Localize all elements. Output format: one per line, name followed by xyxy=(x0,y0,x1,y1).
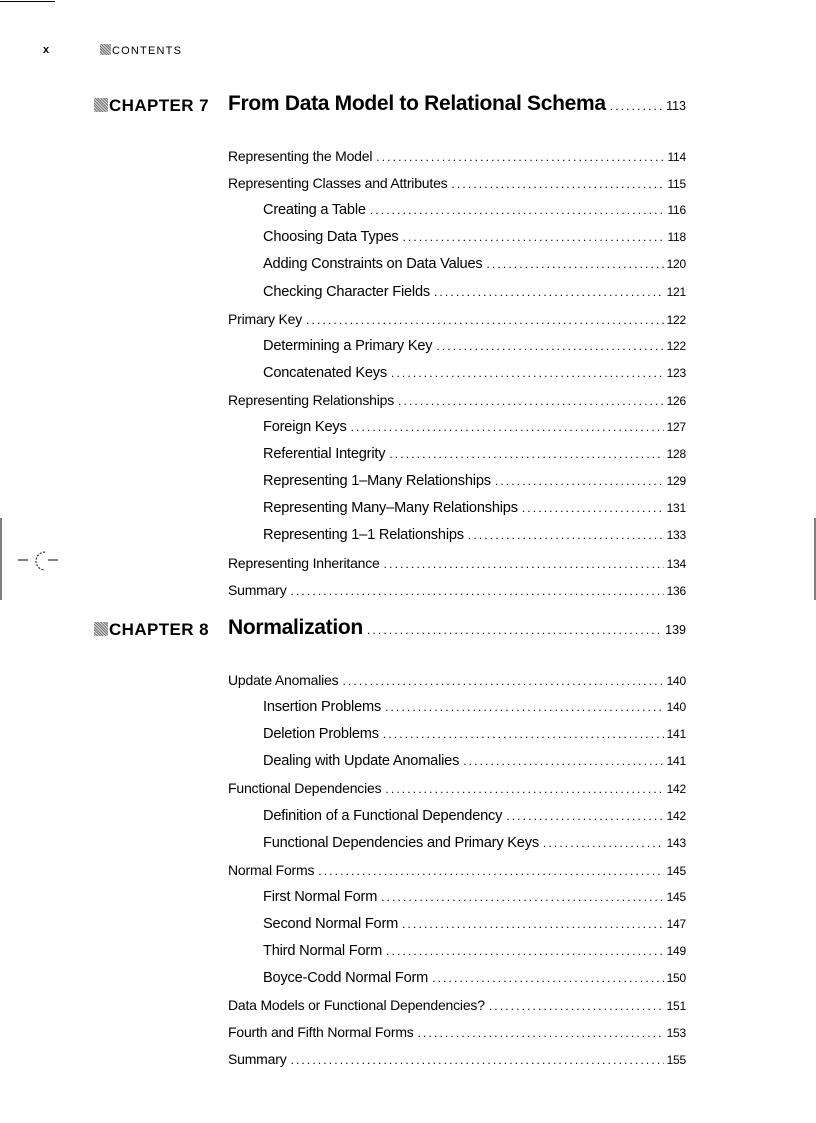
toc-entry-title: First Normal Form xyxy=(263,888,378,905)
toc-entry[interactable] xyxy=(228,555,686,571)
dot-leader xyxy=(347,420,664,434)
toc-entry-title: Referential Integrity xyxy=(263,446,386,463)
page-number: 140 xyxy=(666,674,686,688)
chapter-title-row[interactable] xyxy=(228,616,686,640)
dot-leader xyxy=(430,285,664,299)
toc-entry[interactable] xyxy=(228,672,686,688)
page-number: 116 xyxy=(667,203,686,218)
square-bullet-icon xyxy=(94,622,108,636)
dot-leader xyxy=(464,528,664,542)
crop-mark-right xyxy=(812,518,816,600)
toc-entry[interactable] xyxy=(228,780,686,796)
page-number: 122 xyxy=(666,338,686,353)
chapter-title: From Data Model to Relational Schema xyxy=(228,92,606,115)
page-number: 131 xyxy=(666,501,686,516)
dot-leader xyxy=(491,474,664,488)
toc-entry-title: Definition of a Functional Dependency xyxy=(263,807,503,824)
toc-entry[interactable] xyxy=(228,175,686,191)
toc-entry[interactable] xyxy=(228,311,686,327)
toc-entry-title: Concatenated Keys xyxy=(263,364,387,381)
dot-leader xyxy=(302,313,664,327)
toc-entry-title: Functional Dependencies xyxy=(228,780,382,797)
dot-leader xyxy=(287,1053,664,1067)
page-number: 145 xyxy=(666,863,686,878)
chapter-title-row[interactable] xyxy=(228,92,686,116)
page-number: 127 xyxy=(666,420,686,434)
toc-entry[interactable] xyxy=(263,446,686,462)
dot-leader xyxy=(394,394,664,408)
toc-entry-title: Representing Many–Many Relationships xyxy=(263,500,518,517)
toc-entry[interactable] xyxy=(263,256,686,272)
toc-entry-title: Dealing with Update Anomalies xyxy=(263,753,460,770)
crop-mark-left xyxy=(0,518,62,600)
page-number: 139 xyxy=(665,623,686,637)
toc-entry[interactable] xyxy=(263,753,686,769)
toc-entry[interactable] xyxy=(263,500,686,516)
dot-leader xyxy=(518,501,664,515)
dot-leader xyxy=(379,727,664,741)
toc-entry[interactable] xyxy=(228,862,686,878)
page-number: 118 xyxy=(667,230,686,245)
page-number: 147 xyxy=(666,916,686,931)
toc-entry[interactable] xyxy=(228,997,686,1013)
dot-leader xyxy=(381,700,664,714)
chapter-label-text: CHAPTER 7 xyxy=(109,96,209,115)
toc-entry-title: Summary xyxy=(228,581,287,598)
toc-entry-title: Checking Character Fields xyxy=(263,283,430,300)
toc-entry[interactable] xyxy=(228,1051,686,1067)
page-number: 145 xyxy=(666,889,686,904)
page-number: 142 xyxy=(666,808,686,823)
toc-entry-title: Foreign Keys xyxy=(263,419,347,435)
dot-leader xyxy=(459,754,663,768)
dot-leader xyxy=(287,584,664,598)
toc-entry-title: Data Models or Functional Dependencies? xyxy=(228,997,485,1014)
page-number: 155 xyxy=(666,1053,686,1068)
toc-entry[interactable] xyxy=(263,808,686,824)
dot-leader xyxy=(387,366,664,380)
folio: x xyxy=(43,44,50,56)
chapter-label xyxy=(94,96,209,116)
toc-entry-title: Choosing Data Types xyxy=(263,229,399,246)
page-number: 151 xyxy=(666,999,686,1014)
toc-entry[interactable] xyxy=(263,284,686,300)
dot-leader xyxy=(606,99,663,113)
dot-leader xyxy=(398,230,664,244)
dot-leader xyxy=(428,971,663,985)
toc-entry-title: Insertion Problems xyxy=(263,699,382,716)
toc-entry-title: Representing Inheritance xyxy=(228,554,380,571)
page-number: 141 xyxy=(666,727,686,742)
toc-entry-title: Third Normal Form xyxy=(263,943,383,959)
chapter-title: Normalization xyxy=(228,616,363,639)
toc-entry-title: Fourth and Fifth Normal Forms xyxy=(228,1024,414,1041)
square-bullet-icon xyxy=(94,98,108,112)
toc-entry-title: Update Anomalies xyxy=(228,672,339,688)
top-rule xyxy=(0,1,55,2)
toc-entry[interactable] xyxy=(263,889,686,905)
page-number: 140 xyxy=(666,700,686,715)
dot-leader xyxy=(380,557,664,571)
toc-entry-title: Representing the Model xyxy=(228,148,373,164)
toc-entry-title: Functional Dependencies and Primary Keys xyxy=(263,834,539,851)
dot-leader xyxy=(432,339,663,353)
dot-leader xyxy=(482,257,663,271)
page-number: 134 xyxy=(666,556,686,571)
toc-entry-title: Representing 1–Many Relationships xyxy=(263,473,491,490)
page-number: 126 xyxy=(666,393,686,408)
toc-entry[interactable] xyxy=(263,338,686,354)
dot-leader xyxy=(366,203,665,217)
dot-leader xyxy=(338,674,663,688)
running-head-text: CONTENTS xyxy=(112,45,183,57)
toc-entry-title: Representing 1–1 Relationships xyxy=(263,527,464,544)
toc-entry-title: Creating a Table xyxy=(263,202,366,219)
dot-leader xyxy=(539,836,664,850)
page-number: 133 xyxy=(666,528,686,543)
toc-entry-title: Representing Relationships xyxy=(228,391,395,408)
toc-entry[interactable] xyxy=(263,419,686,435)
toc-entry[interactable] xyxy=(263,365,686,381)
dot-leader xyxy=(398,917,663,931)
page-number: 115 xyxy=(667,177,686,192)
dot-leader xyxy=(447,177,664,191)
dot-leader xyxy=(502,809,663,823)
dot-leader xyxy=(372,150,664,164)
page-number: 153 xyxy=(666,1026,686,1041)
page-number: 143 xyxy=(666,835,686,850)
chapter-label xyxy=(94,620,209,640)
toc-entry[interactable] xyxy=(228,392,686,408)
dot-leader xyxy=(363,623,662,637)
toc-entry[interactable] xyxy=(263,473,686,489)
toc-entry-title: Determining a Primary Key xyxy=(263,337,433,354)
page-number: 136 xyxy=(666,583,686,598)
page-number: 141 xyxy=(666,754,686,769)
page-number: 123 xyxy=(666,365,686,380)
dot-leader xyxy=(377,890,663,904)
toc-entry[interactable] xyxy=(263,970,686,986)
dot-leader xyxy=(381,782,663,796)
toc-entry[interactable] xyxy=(263,699,686,715)
toc-entry[interactable] xyxy=(263,835,686,851)
dot-leader xyxy=(385,447,663,461)
toc-entry[interactable] xyxy=(263,726,686,742)
page-number: 129 xyxy=(666,474,686,489)
toc-entry-title: Second Normal Form xyxy=(263,915,399,932)
toc-entry[interactable] xyxy=(228,148,686,164)
toc-entry-title: Normal Forms xyxy=(228,861,315,878)
toc-entry[interactable] xyxy=(263,943,686,959)
chapter-label-text: CHAPTER 8 xyxy=(109,620,209,639)
running-head xyxy=(100,44,182,57)
page-number: 114 xyxy=(667,150,686,164)
page-number: 142 xyxy=(666,782,686,797)
dot-leader xyxy=(414,1026,664,1040)
page-number: 113 xyxy=(666,99,686,113)
toc-entry-title: Boyce-Codd Normal Form xyxy=(263,970,429,987)
toc-entry[interactable] xyxy=(263,229,686,245)
toc-entry-title: Adding Constraints on Data Values xyxy=(263,256,483,273)
toc-entry[interactable] xyxy=(228,1024,686,1040)
dot-leader xyxy=(485,999,664,1013)
dot-leader xyxy=(314,864,663,878)
page-number: 120 xyxy=(666,257,686,272)
toc-entry[interactable] xyxy=(263,527,686,543)
page-number: 122 xyxy=(666,312,686,327)
toc-entry-title: Deletion Problems xyxy=(263,726,379,743)
dot-leader xyxy=(382,944,664,958)
page-number: 121 xyxy=(666,284,686,299)
toc-entry-title: Primary Key xyxy=(228,310,303,327)
page-number: 150 xyxy=(666,971,686,986)
toc-entry-title: Summary xyxy=(228,1051,287,1068)
page-number: 128 xyxy=(666,447,686,462)
toc-entry[interactable] xyxy=(263,202,686,218)
toc-entry[interactable] xyxy=(228,582,686,598)
page-number: 149 xyxy=(666,944,686,958)
toc-entry-title: Representing Classes and Attributes xyxy=(228,175,448,192)
toc-entry[interactable] xyxy=(263,916,686,932)
square-bullet-icon xyxy=(100,44,111,55)
